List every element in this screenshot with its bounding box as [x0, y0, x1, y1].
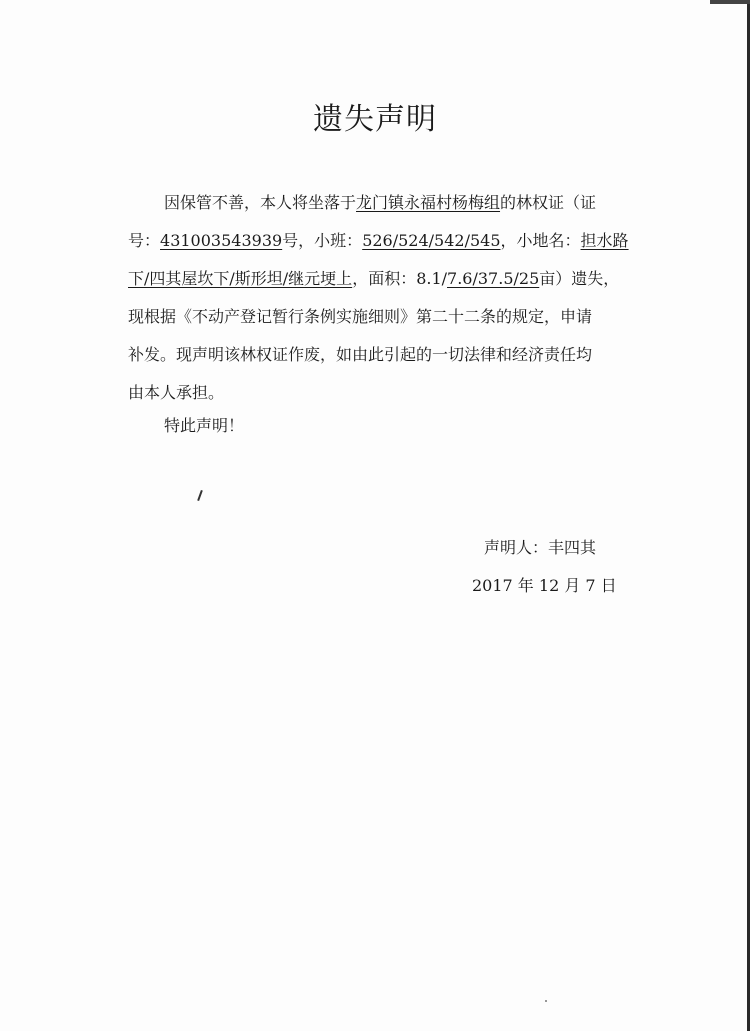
line-2-text-b: 号，小班： [282, 231, 363, 250]
closing-statement: 特此声明！ [164, 416, 245, 435]
line-3-text-a: ，面积：8.1/ [352, 269, 448, 288]
line-2-text-a: 号： [128, 231, 161, 250]
paragraph-line-3 [128, 260, 634, 298]
declarant-name: 声明人：丰四其 [484, 538, 597, 557]
paragraph-line-4: 现根据《不动产登记暂行条例实施细则》第二十二条的规定，申请 [128, 307, 593, 326]
plot-numbers: 526/524/542/545 [362, 231, 501, 250]
line-1-text-b: 的林权证（证 [500, 193, 597, 212]
certificate-number: 431003543939 [160, 231, 283, 250]
place-name-part-1: 担水路 [580, 231, 629, 250]
scan-speck [545, 1000, 547, 1002]
declaration-date: 2017 年 12 月 7 日 [472, 576, 617, 595]
line-2-text-c: ，小地名： [500, 231, 581, 250]
scan-edge-top [710, 0, 750, 4]
paragraph-line-1 [128, 184, 634, 222]
area-values: 7.6/37.5/25 [447, 269, 540, 288]
paragraph-line-6: 由本人承担。 [128, 383, 225, 402]
paragraph-line-5: 补发。现声明该林权证作废，如由此引起的一切法律和经济责任均 [128, 345, 593, 364]
stray-pen-mark [197, 490, 203, 501]
place-name-part-2: 下/四其屋坎下/斯形坦/继元埂上 [128, 269, 353, 288]
declaration-paragraph [128, 184, 634, 412]
location-underlined: 龙门镇永福村杨梅组 [356, 193, 501, 212]
document-title: 遗失声明 [313, 102, 437, 137]
paragraph-line-2 [128, 222, 634, 260]
line-3-text-b: 亩）遗失， [539, 269, 620, 288]
line-1-text-a: 因保管不善，本人将坐落于 [164, 193, 357, 212]
